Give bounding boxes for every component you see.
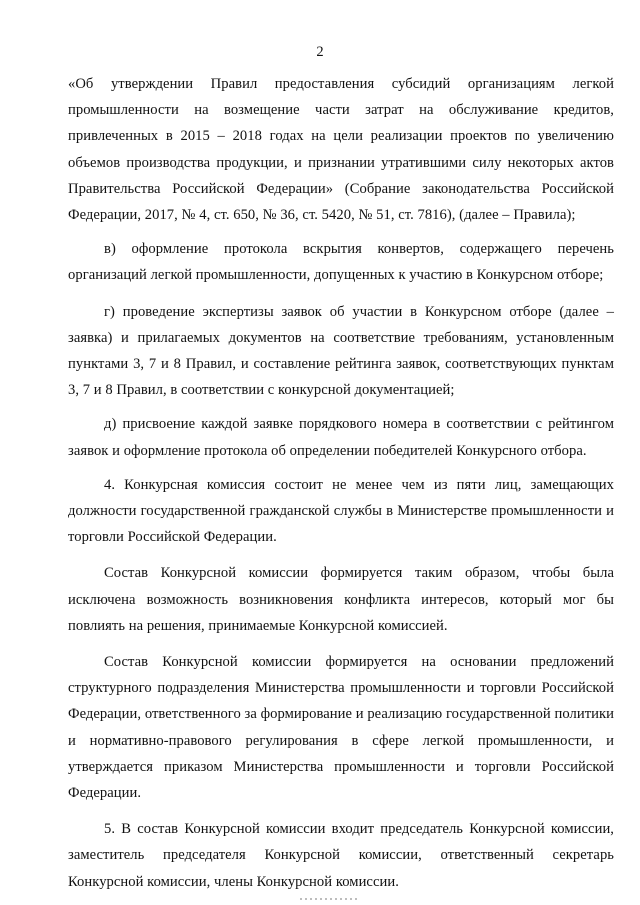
paragraph-commission-formation: Состав Конкурсной комиссии формируется на основании предложений структурного подразделения Министерства промышленности и торговли Российской Федерации, ответственного за формирование и реализацию государственной политики и нормативно-правового регулирования в сфере легкой промышленности, и утверждается приказом Министерства промышленности и торговли Российской Федерации. bbox=[68, 654, 614, 802]
paragraph-rules-title: «Об утверждении Правил предоставления субсидий организациям легкой промышленности на возмещение части затрат на обслуживание кредитов, привлеченных в 2015 – 2018 годах на цели реализации проектов по увеличению объемов производства продукции, и признании утратившими силу некоторых актов Правительства Российской Федерации» (Собрание законодательства Российской Федерации, 2017, № 4, ст. 650, № 36, ст. 5420, № 51, ст. 7816), (далее – Правила); bbox=[68, 76, 614, 224]
paragraph-item-g: г) проведение экспертизы заявок об участии в Конкурсном отборе (далее – заявка) и прилагаемых документов на соответствие требованиям, установленным пунктами 3, 7 и 8 Правил, и составление рейтинга заявок, соответствующих пунктам 3, 7 и 8 Правил, в соответствии с конкурсной документацией; bbox=[68, 303, 614, 399]
paragraph-clause-5: 5. В состав Конкурсной комиссии входит председатель Конкурсной комиссии, заместитель председателя Конкурсной комиссии, ответственный секретарь Конкурсной комиссии, члены Конкурсной комиссии. bbox=[68, 821, 614, 890]
page-number: 2 bbox=[316, 44, 324, 60]
paragraph-clause-4: 4. Конкурсная комиссия состоит не менее чем из пяти лиц, замещающих должности государственной гражданской службы в Министерстве промышленности и торговли Российской Федерации. bbox=[68, 476, 614, 546]
paragraph-commission-composition: Состав Конкурсной комиссии формируется таким образом, чтобы была исключена возможность возникновения конфликта интересов, который мог бы повлиять на решения, принимаемые Конкурсной комиссией. bbox=[68, 565, 614, 634]
paragraph-item-d: д) присвоение каждой заявке порядкового номера в соответствии с рейтингом заявок и оформление протокола об определении победителей Конкурсного отбора. bbox=[68, 416, 614, 459]
paragraph-item-v: в) оформление протокола вскрытия конвертов, содержащего перечень организаций легкой промышленности, допущенных к участию в Конкурсном отборе; bbox=[68, 241, 614, 284]
scan-artifact bbox=[300, 898, 360, 900]
document-body bbox=[68, 71, 614, 895]
